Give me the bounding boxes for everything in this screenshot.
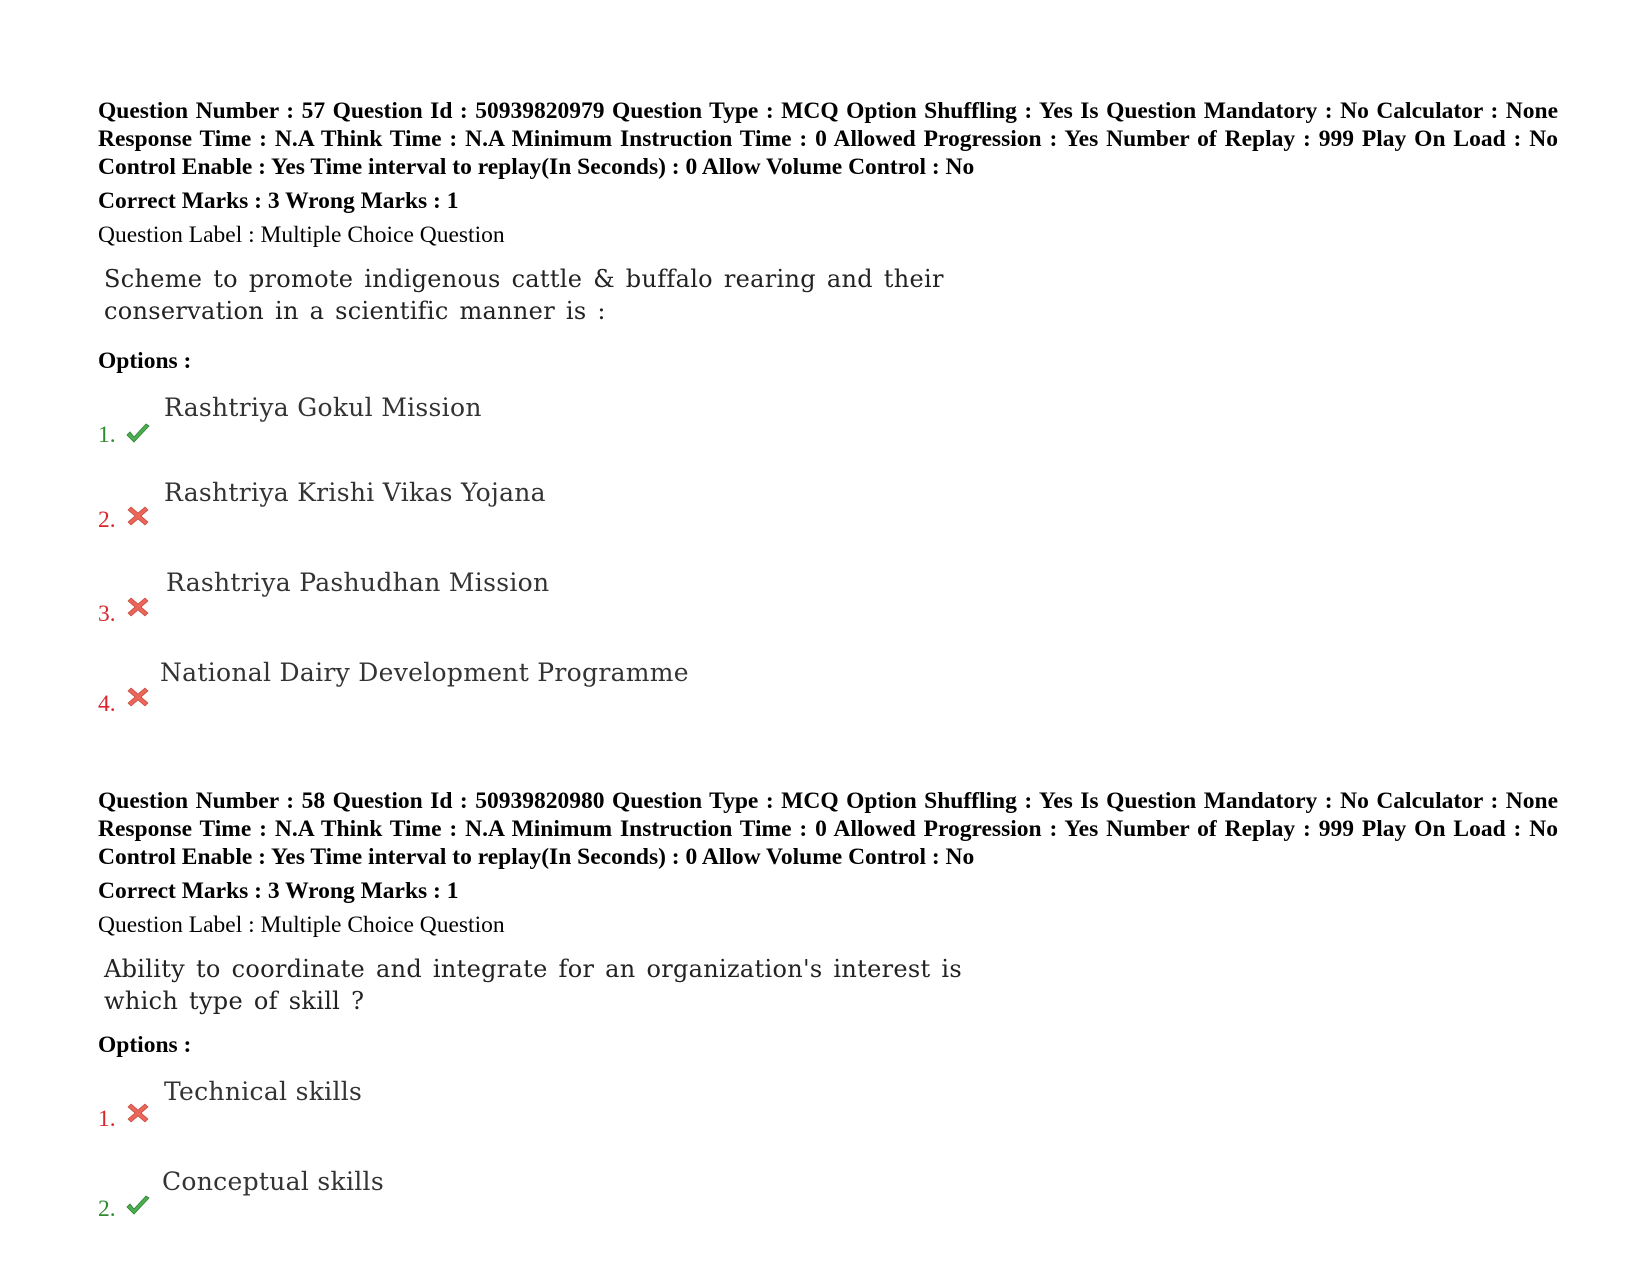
option-text: Rashtriya Pashudhan Mission: [166, 568, 550, 597]
question-marks: Correct Marks : 3 Wrong Marks : 1: [98, 188, 459, 214]
cross-icon: [125, 684, 151, 710]
question-stem-line: conservation in a scientific manner is :: [104, 297, 606, 325]
question-block-57: [98, 97, 1558, 746]
option-text: Technical skills: [164, 1077, 363, 1106]
question-stem: [104, 953, 1089, 1017]
question-label: Question Label : Multiple Choice Question: [98, 222, 505, 248]
question-stem-line: which type of skill ?: [104, 987, 365, 1015]
option-number: 1.: [98, 422, 116, 448]
cross-icon: [125, 594, 151, 620]
option-number: 2.: [98, 507, 116, 533]
option-number: 2.: [98, 1196, 116, 1222]
option-number: 3.: [98, 601, 116, 627]
question-stem-line: Scheme to promote indigenous cattle & buffalo rearing and their: [104, 265, 944, 293]
question-label: Question Label : Multiple Choice Question: [98, 912, 505, 938]
question-meta: Question Number : 57 Question Id : 50939820979 Question Type : MCQ Option Shuffling : Yes Is Question Mandatory : No Calculator : None Response Time : N.A Think Time : N.A Minimum Instruction Time : 0 Allowed Progression : Yes Number of Replay : 999 Play On Load : No Control Enable : Yes Time interval to replay(In Seconds) : 0 Allow Volume Control : No: [98, 98, 1558, 180]
option-text: Conceptual skills: [162, 1167, 384, 1196]
check-icon: [125, 421, 151, 447]
option-text: National Dairy Development Programme: [160, 658, 689, 687]
option-number: 1.: [98, 1106, 116, 1132]
question-block-58: [98, 787, 1558, 1255]
option-item: [98, 1165, 1558, 1255]
option-text: Rashtriya Gokul Mission: [164, 393, 482, 422]
option-item: [98, 476, 1558, 566]
check-icon: [125, 1193, 151, 1219]
cross-icon: [125, 503, 151, 529]
question-marks: Correct Marks : 3 Wrong Marks : 1: [98, 878, 459, 904]
cross-icon: [125, 1100, 151, 1126]
question-stem: [104, 263, 1089, 327]
question-meta: Question Number : 58 Question Id : 50939820980 Question Type : MCQ Option Shuffling : Yes Is Question Mandatory : No Calculator : None Response Time : N.A Think Time : N.A Minimum Instruction Time : 0 Allowed Progression : Yes Number of Replay : 999 Play On Load : No Control Enable : Yes Time interval to replay(In Seconds) : 0 Allow Volume Control : No: [98, 788, 1558, 870]
options-heading: Options :: [98, 348, 192, 374]
option-item: [98, 656, 1558, 746]
option-text: Rashtriya Krishi Vikas Yojana: [164, 478, 546, 507]
option-item: [98, 1075, 1558, 1165]
option-number: 4.: [98, 691, 116, 717]
option-item: [98, 391, 1558, 481]
question-stem-line: Ability to coordinate and integrate for an organization's interest is: [104, 955, 962, 983]
options-heading: Options :: [98, 1032, 192, 1058]
option-item: [98, 566, 1558, 656]
